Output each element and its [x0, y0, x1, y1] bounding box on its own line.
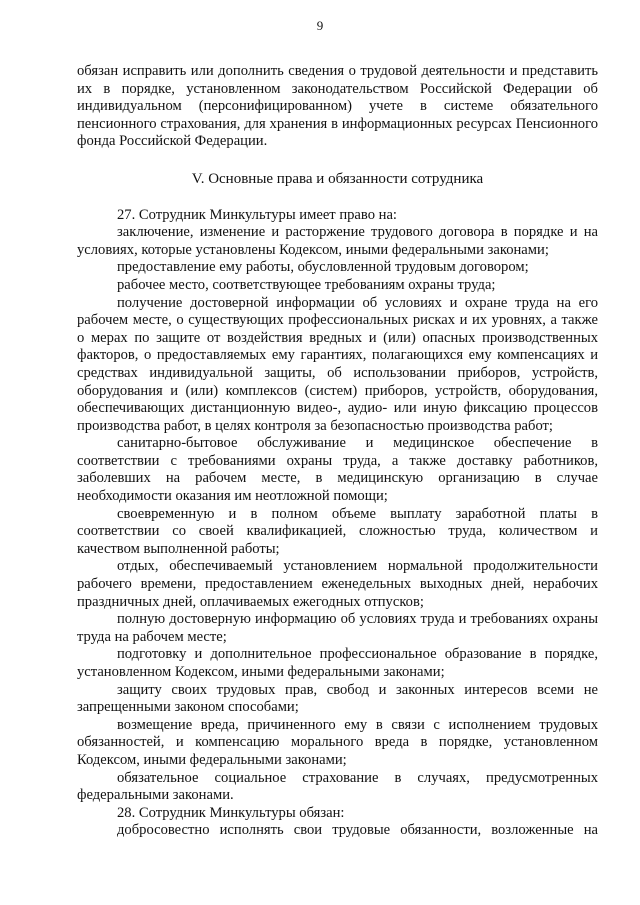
clause-27-item: санитарно-бытовое обслуживание и медицинское обеспечение в соответствии с требованиями охраны труда, а также доставку работников, заболевших на рабочем месте, в медицинскую организацию в случае необходимости оказания им неотложной помощи;: [77, 435, 598, 505]
clause-27-item: защиту своих трудовых прав, свобод и законных интересов всеми не запрещенными законом способами;: [77, 681, 598, 716]
clause-27-item: возмещение вреда, причиненного ему в связи с исполнением трудовых обязанностей, и компенсацию морального вреда в порядке, установленном Кодексом, иными федеральными законами;: [77, 716, 598, 768]
intro-paragraph: обязан исправить или дополнить сведения о трудовой деятельности и представить их в порядке, установленном законодательством Российской Федерации об индивидуальном (персонифицированном) учете в системе обязательного пенсионного страхования, для хранения в информационных ресурсах Пенсионного фонда Российской Федерации.: [77, 63, 598, 150]
clause-27-item: обязательное социальное страхование в случаях, предусмотренных федеральными законами.: [77, 769, 598, 804]
document-body: [77, 63, 598, 840]
clause-27-item: отдых, обеспечиваемый установлением нормальной продолжительности рабочего времени, предоставлением еженедельных выходных дней, нерабочих праздничных дней, оплачиваемых ежегодных отпусков;: [77, 558, 598, 610]
clause-27-item: подготовку и дополнительное профессиональное образование в порядке, установленном Кодексом, иными федеральными законами;: [77, 646, 598, 680]
clause-27-item: полную достоверную информацию об условиях труда и требованиях охраны труда на рабочем месте;: [77, 611, 598, 645]
clause-27-item: предоставление ему работы, обусловленной трудовым договором;: [117, 259, 529, 276]
section-title: V. Основные права и обязанности сотрудника: [191, 170, 484, 187]
page-number: 9: [316, 18, 324, 33]
clause-27-heading: 27. Сотрудник Минкультуры имеет право на:: [117, 206, 397, 223]
clause-27-item: получение достоверной информации об условиях и охране труда на его рабочем месте, о существующих профессиональных рисках и их уровнях, а также о мерах по защите от воздействия вредных и (или) опасных производственных факторов, о предоставляемых ему гарантиях, полагающихся ему компенсациях и средствах индивидуальной защиты, об использовании приборов, устройств, оборудования и (или) комплексов (систем) приборов, устройств, оборудования, обеспечивающих дистанционную видео-, аудио- или иную фиксацию процессов производства работ, в целях контроля за безопасностью производства работ;: [77, 294, 598, 434]
clause-28-heading: 28. Сотрудник Минкультуры обязан:: [117, 804, 345, 821]
clause-28-item: добросовестно исполнять свои трудовые обязанности, возложенные на: [117, 822, 598, 839]
clause-27-item: своевременную и в полном объеме выплату заработной платы в соответствии со своей квалификацией, сложностью труда, количеством и качеством выполненной работы;: [77, 505, 598, 557]
clause-27-item: рабочее место, соответствующее требованиям охраны труда;: [117, 276, 496, 293]
clause-27-item: заключение, изменение и расторжение трудового договора в порядке и на условиях, которые установлены Кодексом, иными федеральными законами;: [77, 224, 598, 258]
